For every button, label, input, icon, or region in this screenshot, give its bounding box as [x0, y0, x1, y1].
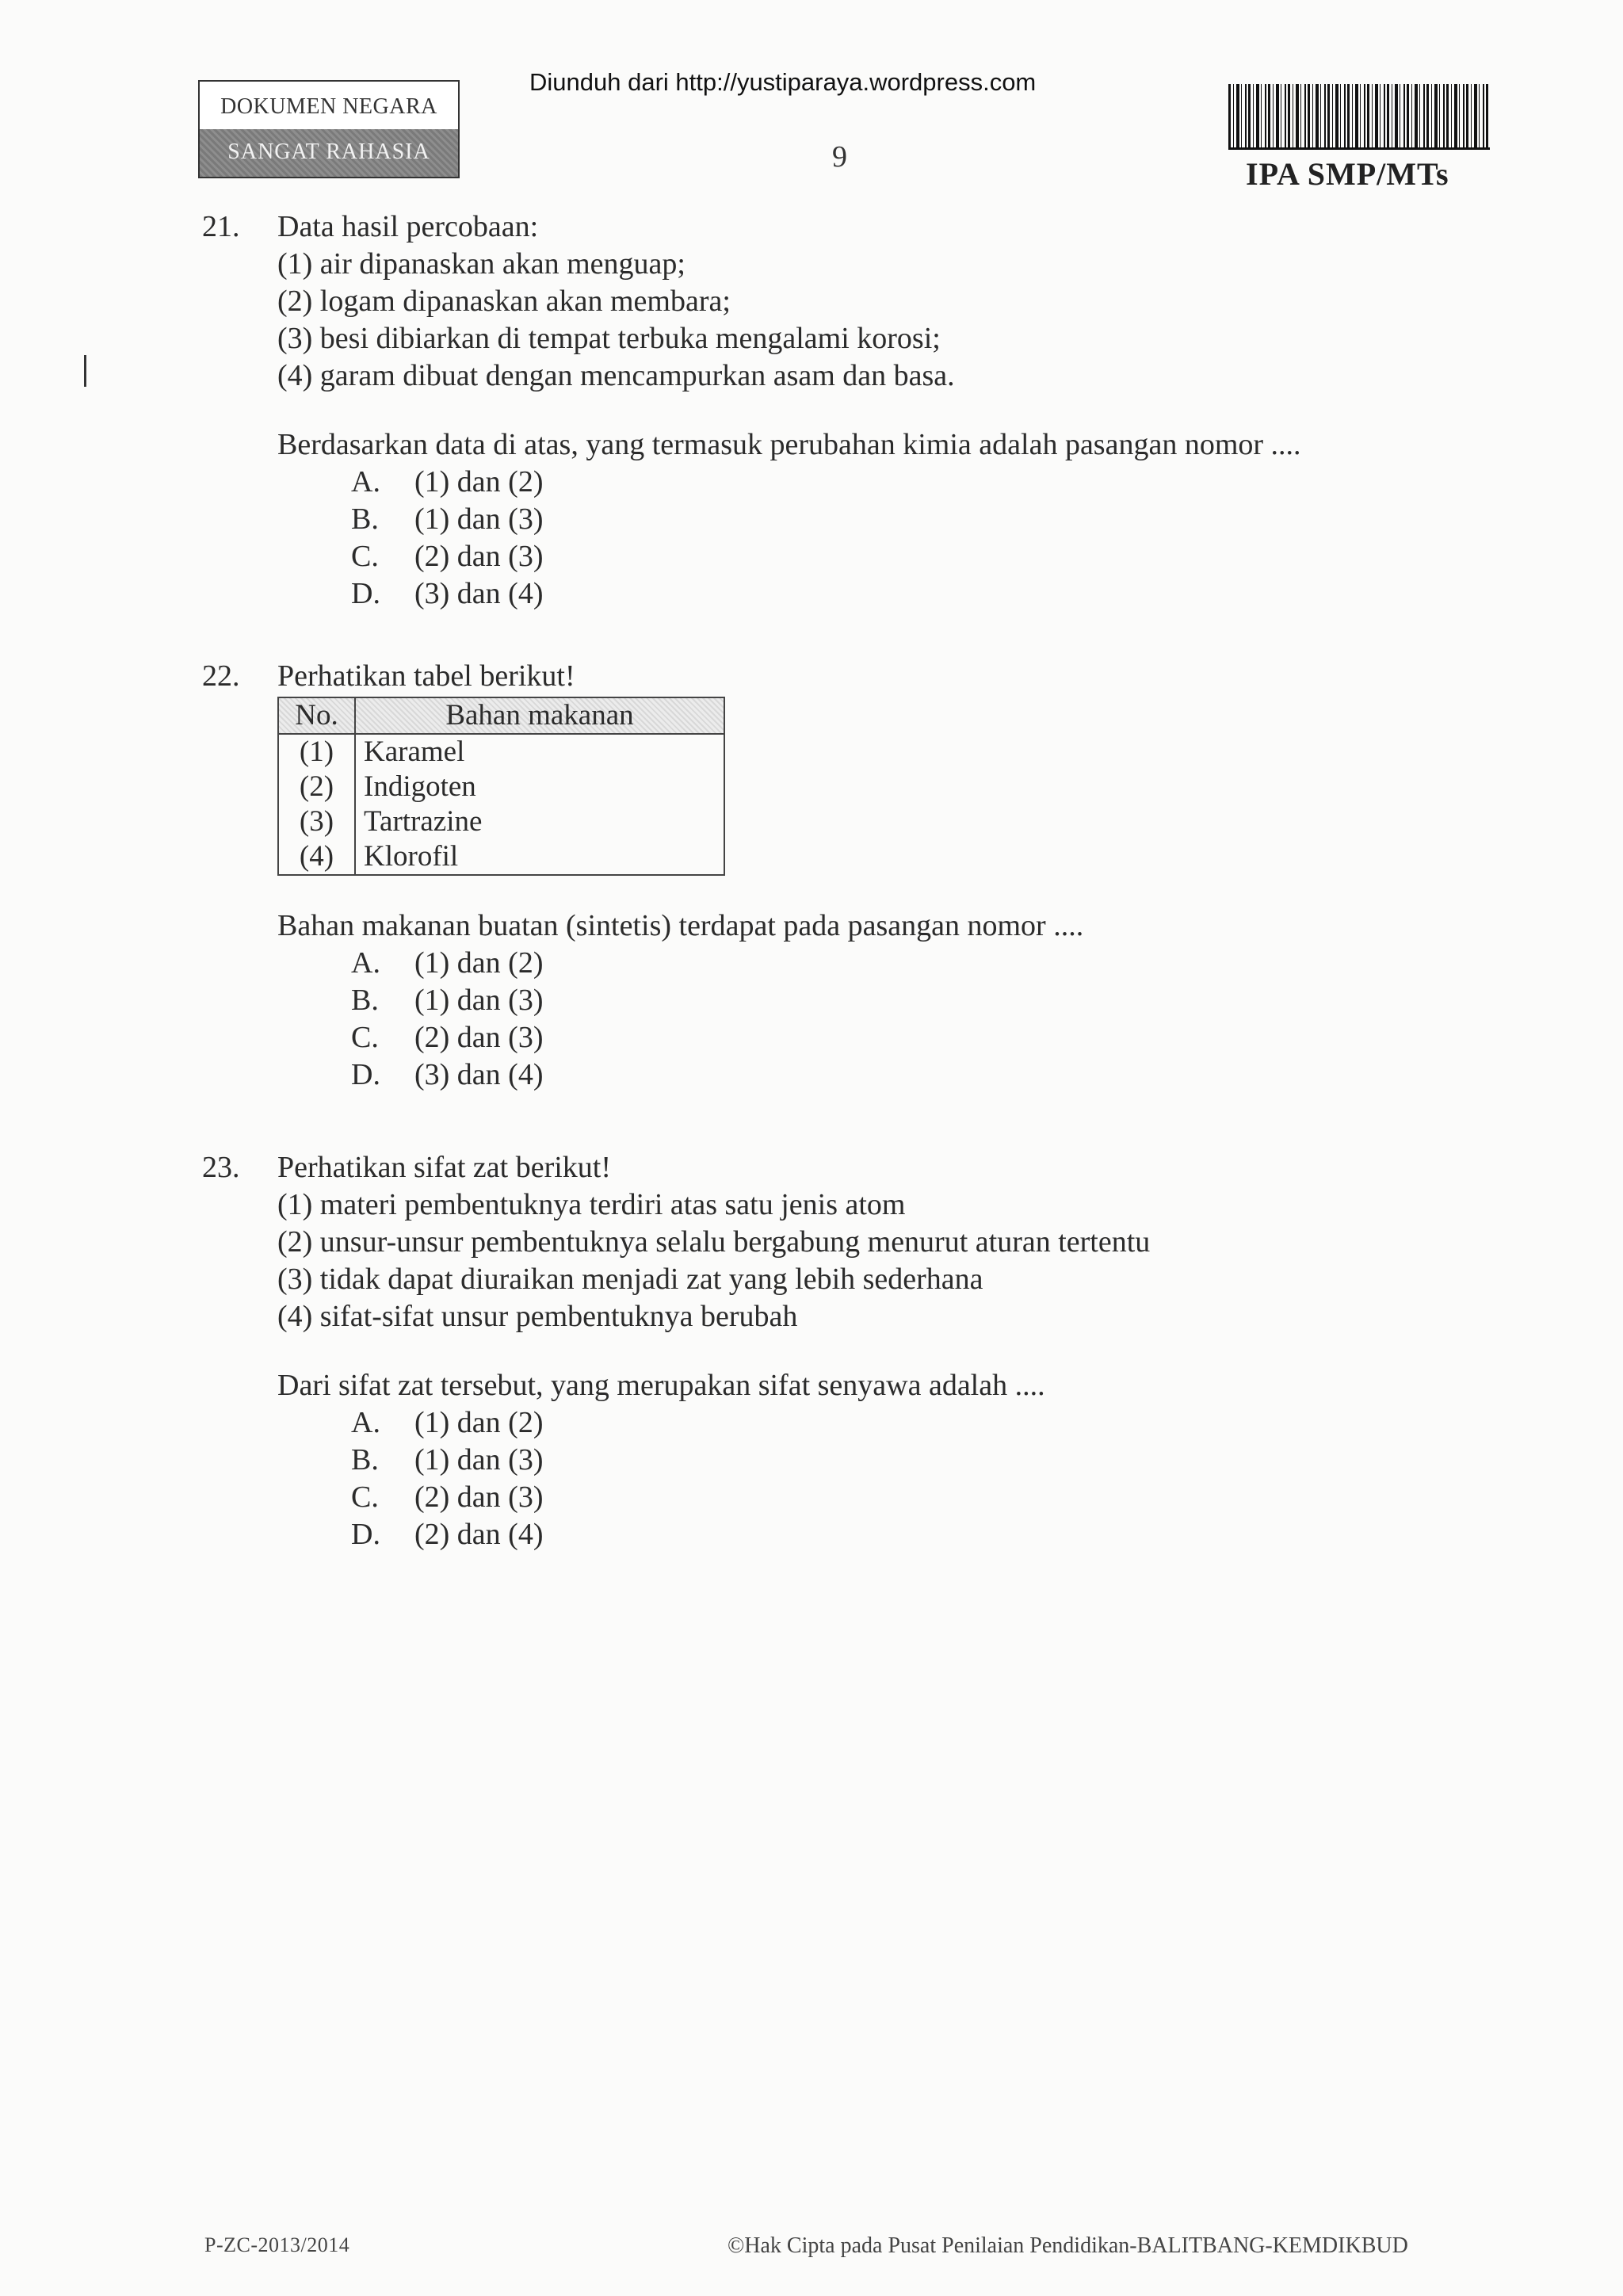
- margin-mark: [84, 355, 86, 387]
- option-d[interactable]: [351, 1516, 1514, 1553]
- table-cell: (1): [278, 734, 355, 770]
- list-item: (2) unsur-unsur pembentuknya selalu bergabung menurut aturan tertentu: [277, 1225, 1151, 1259]
- option-text: (2) dan (3): [414, 1021, 544, 1054]
- option-a[interactable]: [351, 1404, 1514, 1442]
- list-item: (1) air dipanaskan akan menguap;: [277, 247, 685, 281]
- option-c[interactable]: [351, 1479, 1514, 1516]
- classification-top-label: DOKUMEN NEGARA: [220, 94, 437, 119]
- question-prompt: Berdasarkan data di atas, yang termasuk perubahan kimia adalah pasangan nomor ....: [277, 428, 1301, 461]
- option-letter: A.: [351, 1406, 380, 1439]
- option-text: (1) dan (2): [414, 946, 544, 980]
- table-row: [278, 770, 724, 804]
- option-letter: C.: [351, 540, 379, 573]
- list-item: (3) besi dibiarkan di tempat terbuka mengalami korosi;: [277, 322, 941, 355]
- option-text: (2) dan (3): [414, 540, 544, 573]
- option-text: (1) dan (2): [414, 465, 544, 499]
- options-list: [351, 1404, 1514, 1553]
- option-text: (3) dan (4): [414, 1058, 544, 1091]
- option-text: (2) dan (3): [414, 1480, 544, 1514]
- option-text: (1) dan (3): [414, 502, 544, 536]
- question-number: 23.: [202, 1151, 240, 1184]
- option-letter: C.: [351, 1480, 379, 1514]
- food-table: [277, 697, 725, 876]
- table-cell: (4): [278, 839, 355, 875]
- option-letter: D.: [351, 577, 380, 610]
- table-cell: (2): [278, 770, 355, 804]
- table-header: Bahan makanan: [355, 697, 724, 734]
- option-text: (1) dan (2): [414, 1406, 544, 1439]
- option-b[interactable]: [351, 501, 1514, 538]
- option-c[interactable]: [351, 1019, 1514, 1056]
- option-letter: C.: [351, 1021, 379, 1054]
- option-letter: A.: [351, 465, 380, 499]
- table-cell: Karamel: [355, 734, 724, 770]
- table-cell: Indigoten: [355, 770, 724, 804]
- document-code: P-ZC-2013/2014: [204, 2233, 350, 2256]
- table-row: [278, 839, 724, 875]
- question-prompt: Bahan makanan buatan (sintetis) terdapat pada pasangan nomor ....: [277, 909, 1084, 942]
- table-row: [278, 734, 724, 770]
- question-intro: Perhatikan sifat zat berikut!: [277, 1151, 612, 1184]
- options-list: [351, 945, 1514, 1094]
- option-letter: B.: [351, 1443, 379, 1477]
- list-item: (4) sifat-sifat unsur pembentuknya berubah: [277, 1300, 798, 1333]
- option-a[interactable]: [351, 945, 1514, 982]
- question-intro: Data hasil percobaan:: [277, 210, 539, 243]
- option-text: (2) dan (4): [414, 1518, 544, 1551]
- option-letter: D.: [351, 1058, 380, 1091]
- option-d[interactable]: [351, 1056, 1514, 1094]
- options-list: [351, 464, 1514, 613]
- page-number: 9: [832, 140, 847, 174]
- option-letter: A.: [351, 946, 380, 980]
- list-item: (3) tidak dapat diuraikan menjadi zat yang lebih sederhana: [277, 1263, 983, 1296]
- option-text: (3) dan (4): [414, 577, 544, 610]
- barcode-icon: [1228, 84, 1490, 150]
- option-d[interactable]: [351, 575, 1514, 613]
- option-text: (1) dan (3): [414, 984, 544, 1017]
- option-a[interactable]: [351, 464, 1514, 501]
- table-row: [278, 804, 724, 839]
- classification-stamp: [198, 80, 460, 178]
- source-url: Diunduh dari http://yustiparaya.wordpress.com: [529, 68, 1037, 96]
- classification-bottom-label: SANGAT RAHASIA: [200, 129, 458, 177]
- option-letter: D.: [351, 1518, 380, 1551]
- table-cell: Tartrazine: [355, 804, 724, 839]
- option-b[interactable]: [351, 982, 1514, 1019]
- table-header: No.: [278, 697, 355, 734]
- option-c[interactable]: [351, 538, 1514, 575]
- option-letter: B.: [351, 984, 379, 1017]
- option-letter: B.: [351, 502, 379, 536]
- table-cell: (3): [278, 804, 355, 839]
- copyright-notice: ©Hak Cipta pada Pusat Penilaian Pendidikan-BALITBANG-KEMDIKBUD: [727, 2233, 1408, 2258]
- question-number: 21.: [202, 210, 240, 243]
- question-prompt: Dari sifat zat tersebut, yang merupakan sifat senyawa adalah ....: [277, 1369, 1045, 1402]
- table-header-row: [278, 697, 724, 734]
- list-item: (2) logam dipanaskan akan membara;: [277, 285, 731, 318]
- list-item: (1) materi pembentuknya terdiri atas satu jenis atom: [277, 1188, 906, 1221]
- table-cell: Klorofil: [355, 839, 724, 875]
- option-b[interactable]: [351, 1442, 1514, 1479]
- question-intro: Perhatikan tabel berikut!: [277, 659, 575, 693]
- question-number: 22.: [202, 659, 240, 693]
- subject-title: IPA SMP/MTs: [1246, 156, 1449, 192]
- option-text: (1) dan (3): [414, 1443, 544, 1477]
- list-item: (4) garam dibuat dengan mencampurkan asam dan basa.: [277, 359, 955, 392]
